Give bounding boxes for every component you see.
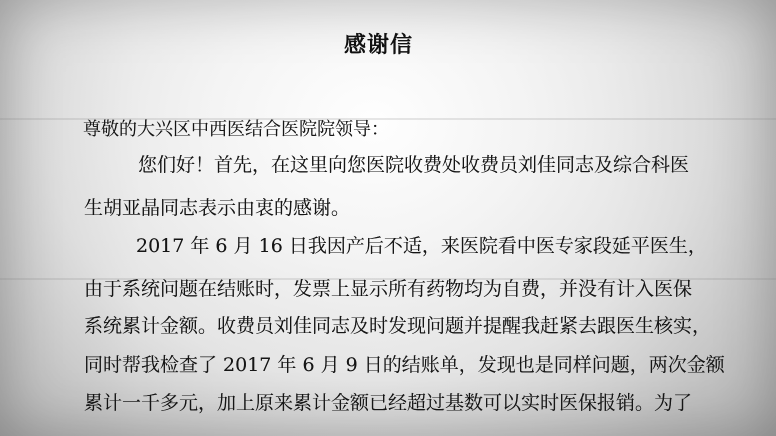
letter-line-4: 由于系统问题在结账时，发票上显示所有药物均为自费，并没有计入医保 [84, 278, 693, 300]
letter-salutation: 尊敬的大兴区中西医结合医院院领导： [83, 119, 389, 140]
letter-line-5: 系统累计金额。收费员刘佳同志及时发现问题并提醒我赶紧去跟医生核实， [84, 315, 712, 337]
letter-line-6: 同时帮我检查了 2017 年 6 月 9 日的结账单，发现也是同样问题，两次金额 [84, 354, 725, 376]
letter-line-3: 2017 年 6 月 16 日我因产后不适，来医院看中医专家段延平医生， [136, 235, 707, 257]
letter-line-2: 生胡亚晶同志表示由衷的感谢。 [84, 197, 351, 219]
letter-line-7: 累计一千多元，加上原来累计金额已经超过基数可以实时医保报销。为了 [84, 392, 693, 414]
letter-title: 感谢信 [344, 32, 414, 58]
letter-line-1: 您们好！首先，在这里向您医院收费处收费员刘佳同志及综合科医 [138, 154, 690, 176]
